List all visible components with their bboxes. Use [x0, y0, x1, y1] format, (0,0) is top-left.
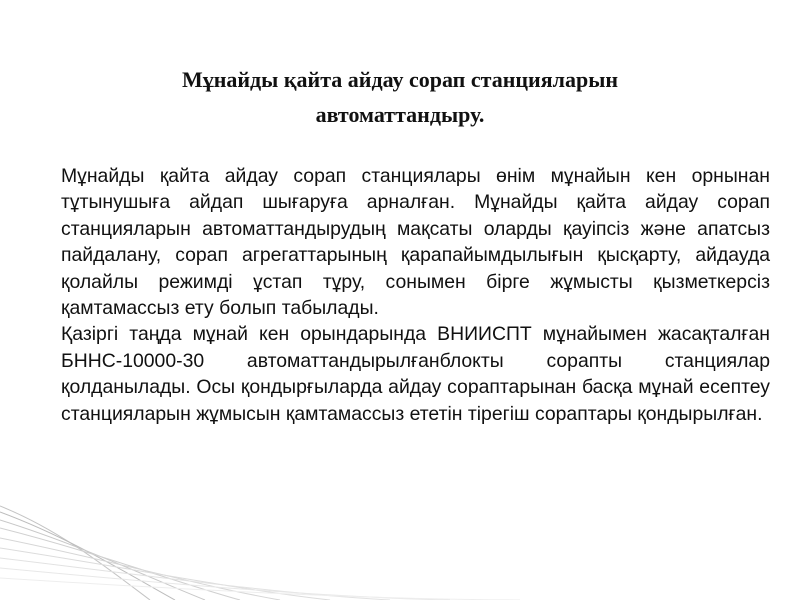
decor-line-3 — [0, 520, 205, 600]
body-paragraph-1: Мұнайды қайта айдау сорап станциялары өнім мұнайын кен орнынан тұтынушыға айдап шығаруға арналған. Мұнайды қайта айдау сорап станцияларын автоматтандырудың мақсаты оларды қауіпсіз және апатсыз пайдалану, сорап агрегаттарының қарапайымдылығын қысқарту, айдауда қолайлы режимді ұстап тұру, сонымен бірге жұмысты қызметкерсіз қамтамассыз ету болып табылады. — [61, 165, 770, 320]
decor-line-1 — [0, 506, 150, 600]
decor-line-6 — [0, 548, 330, 600]
body-paragraph-2: Қазіргі таңда мұнай кен орындарында ВНИИСПТ мұнайымен жасақталған БННС-10000-30 автоматтандырылғанблокты сорапты станциялар қолданылады. Осы қондырғыларда айдау сораптарынан басқа мұнай есептеу станцияларын жұмысын қамтамассыз ететін тірегіш сораптары қондырылған. — [61, 323, 770, 425]
slide-body — [61, 163, 770, 427]
decor-line-9 — [0, 578, 520, 600]
decor-line-2 — [0, 512, 175, 600]
decor-line-4 — [0, 528, 240, 600]
decor-line-5 — [0, 538, 280, 600]
decor-line-7 — [0, 558, 390, 600]
slide-title: Мұнайды қайта айдау сорап станцияларын автоматтандыру. — [181, 67, 619, 127]
decor-line-8 — [0, 568, 450, 600]
